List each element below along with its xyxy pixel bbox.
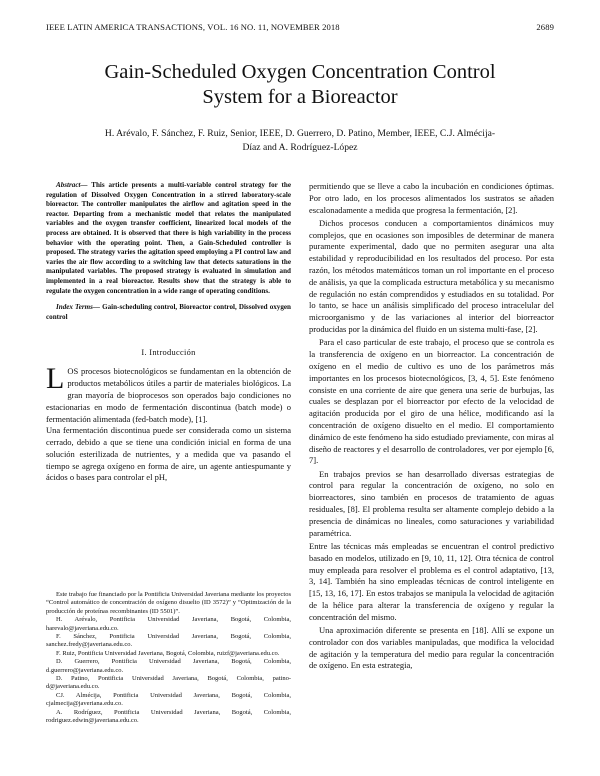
journal-name: IEEE LATIN AMERICA TRANSACTIONS, VOL. 16 NO. 11, NOVEMBER 2018 bbox=[46, 22, 340, 32]
footnote: A. Rodríguez, Pontificia Universidad Javeriana, Bogotá, Colombia, rodriguez.edwin@javeriana.edu.co. bbox=[46, 708, 291, 725]
footnote: CJ. Almécija, Pontificia Universidad Javeriana, Bogotá, Colombia, cjalmecija@javeriana.edu.co. bbox=[46, 691, 291, 708]
author-list bbox=[60, 127, 540, 155]
left-column bbox=[46, 181, 291, 484]
section-heading-introduction: I. Introducción bbox=[141, 348, 196, 358]
footnote: H. Arévalo, Pontificia Universidad Javeriana, Bogotá, Colombia, harevalo@javeriana.edu.co. bbox=[46, 616, 291, 632]
body-paragraph: permitiendo que se lleve a cabo la incubación en condiciones óptimas. Por otro lado, en los procesos alimentados los sustratos se añaden escalonadamente a medida que progresa la fermentación, [2]. bbox=[309, 181, 554, 215]
body-paragraph: Entre las técnicas más empleadas se encuentran el control predictivo basado en modelos, utilizado en [9, 10, 11, 12]. Otra técnica de control muy empleada para resolver el problema es el control adaptativo, [13, 3, 14]. También ha sino empleadas técnicas de control inteligente en [15, 13, 16, 17]. En estos trabajos se manipula la velocidad de agitación de la hélice para alterar la transferencia de oxígeno y regular la concentración del mismo. bbox=[309, 540, 554, 622]
footnote: D. Guerrero, Pontificia Universidad Javeriana, Bogotá, Colombia, d.guerrero@javeriana.edu.co. bbox=[46, 658, 291, 674]
authors-line-2: Díaz and A. Rodríguez-López bbox=[242, 142, 358, 153]
index-terms-label: Index Terms— bbox=[56, 303, 101, 312]
drop-cap: L bbox=[46, 362, 65, 396]
title-line-1: Gain-Scheduled Oxygen Concentration Control bbox=[104, 61, 496, 83]
right-column bbox=[309, 181, 554, 674]
body-paragraph: Dichos procesos conducen a comportamientos dinámicos muy complejos, que en ocasiones son imposibles de determinar de manera puramente experimental, dado que no permiten asegurar una alta estabilidad y reproducibilidad en los resultados del proceso. Por esta razón, los métodos matemáticos toman un rol importante en el proceso de análisis, ya que la complicada estructura metabólica y su mecanismo de regulación no están comprendidos y estudiados en su totalidad. Por lo tanto, se hace un análisis simplificado del proceso intracelular del microorganismo y de las variaciones al interior del biorreactor producidas por la dinámica del fluido en un sistema multi-fase, [2]. bbox=[309, 217, 554, 335]
intro-paragraph-1 bbox=[46, 362, 291, 425]
index-terms-text: Gain-scheduling control, Bioreactor control, Dissolved oxygen control bbox=[46, 303, 291, 321]
index-terms bbox=[46, 303, 291, 322]
page-number: 2689 bbox=[536, 22, 554, 32]
footnote: Este trabajo fue financiado por la Pontificia Universidad Javeriana mediante los proyectos “Control automático de concentración de oxígeno disuelto (ID 3572)” y “Optimización de la producción de proteínas recombinantes (ID 5501)”. bbox=[46, 591, 291, 615]
footnote: D. Patino, Pontificia Universidad Javeriana, Bogotá, Colombia, patino-d@javeriana.edu.co. bbox=[46, 675, 291, 691]
body-paragraph: En trabajos previos se han desarrollado diversas estrategias de control para regular la concentración de oxígeno, no solo en biorreactores, sino también en procesos de tratamiento de aguas residuales, [8]. El problema resulta ser altamente complejo debido a la presencia de dinámicas no lineales, como saturaciones y variabilidad paramétrica. bbox=[309, 468, 554, 538]
authors-line-1: H. Arévalo, F. Sánchez, F. Ruiz, Senior, IEEE, D. Guerrero, D. Patino, Member, IEEE, C.J. Almécija- bbox=[104, 128, 496, 139]
intro-paragraph-1-text: OS procesos biotecnológicos se fundamentan en la obtención de productos metabólicos útiles a partir de materiales biológicos. La gran mayoría de bioprocesos son operados bajo condiciones no estacionarias en modo de fermentación discontinua (batch mode) o fermentación alimentada (fed-batch mode), [1]. bbox=[46, 366, 291, 424]
abstract-label: Abstract— bbox=[56, 181, 88, 189]
title-line-2: System for a Bioreactor bbox=[202, 86, 398, 108]
footnote: F. Ruiz, Pontificia Universidad Javeriana, Bogotá, Colombia, ruizf@javeriana.edu.co. bbox=[56, 649, 280, 657]
paper-title bbox=[46, 60, 554, 110]
abstract-text: This article presents a multi-variable control strategy for the regulation of Dissolved Oxygen Concentration in a stirred laboratory-scale bioreactor. The controller manipulates the airflow and agitation speed in the reactor. Departing from a mechanistic model that relates the manipulated variables and the oxygen transfer coefficient, linearized local models of the process are obtained. It is observed that there is high variability in the process behavior with the operating point. Then, a Gain-Scheduled controller is proposed. The strategy varies the agitation speed employing a PI control law and varies the air flow according to a switching law that detects saturations in the manipulated variables. The proposed strategy is evaluated in simulation and implemented in a real bioreactor. Results show that the strategy is able to regulate the oxygen concentration in a wide range of operating conditions. bbox=[46, 181, 291, 295]
body-paragraph: Para el caso particular de este trabajo, el proceso que se controla es la transferencia de oxígeno en un biorreactor. La concentración de oxígeno en el medio de cultivo es uno de los parámetros más importantes en los procesos biotecnológicos, [3, 4, 5]. Este fenómeno consiste en una corriente de aire que genera una serie de burbujas, las cuales se desplazan por el biorreactor por efecto de la velocidad de agitación producida por el giro de una hélice, modificando así la concentración de oxígeno disuelto en el medio. El comportamiento dinámico de este fenómeno ha sido estudiado previamente, con miras al diseño de reactores y el desarrollo de controladores, ver por ejemplo [6, 7]. bbox=[309, 337, 554, 466]
footnote: F. Sánchez, Pontificia Universidad Javeriana, Bogotá, Colombia, sanchez.fredy@javeriana.edu.co. bbox=[46, 633, 291, 649]
abstract bbox=[46, 181, 291, 296]
intro-paragraph-2: Una fermentación discontinua puede ser considerada como un sistema cerrado, debido a que se tiene una condición inicial en forma de una solución esterilizada de nutrientes, y a medida que va pasando el tiempo se agrega oxígeno en forma de aire, un agente antiespumante y ácidos o bases para controlar el pH, bbox=[46, 425, 291, 483]
body-paragraph: Una aproximación diferente se presenta en [18]. Allí se expone un controlador con dos variables manipuladas, que modifica la velocidad de agitación y la temperatura del medio para regular la concentración de oxígeno. En esta estrategia, bbox=[309, 624, 554, 671]
footnotes bbox=[46, 591, 291, 726]
